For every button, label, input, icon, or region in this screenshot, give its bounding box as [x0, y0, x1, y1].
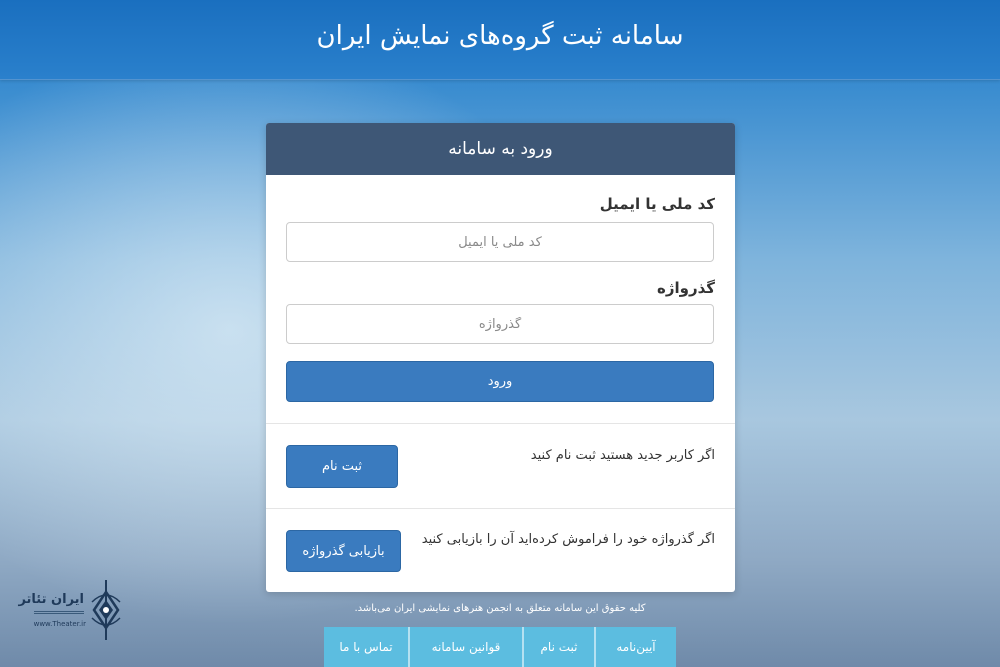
logo-name: ایران تئاتر [18, 592, 84, 607]
copyright-text: کلیه حقوق این سامانه متعلق به انجمن هنرهای نمایشی ایران می‌باشد. [354, 603, 646, 614]
logo-tagline-lines [34, 611, 84, 614]
site-header [0, 0, 1000, 80]
login-card [266, 123, 735, 592]
footer-link-rules[interactable]: قوانین سامانه [410, 627, 524, 667]
login-button[interactable]: ورود [286, 361, 714, 402]
divider [266, 423, 735, 424]
logo-url: www.Theater.ir [33, 620, 86, 628]
register-button[interactable]: ثبت نام [286, 445, 398, 488]
login-card-title: ورود به سامانه [448, 139, 553, 159]
password-recovery-text: اگر گذرواژه خود را فراموش کرده‌اید آن را بازیابی کنید [421, 532, 715, 547]
iran-theater-emblem-icon [88, 580, 124, 640]
iran-theater-logo [18, 580, 126, 640]
password-input[interactable] [286, 304, 714, 344]
password-recovery-button[interactable]: بازیابی گذرواژه [286, 530, 401, 572]
site-title: سامانه ثبت گروه‌های نمایش ایران [316, 20, 684, 51]
footer-nav [324, 627, 676, 667]
footer-link-register[interactable]: ثبت نام [524, 627, 596, 667]
username-input[interactable] [286, 222, 714, 262]
divider [266, 508, 735, 509]
footer-link-regulations[interactable]: آیین‌نامه [596, 627, 676, 667]
register-prompt-text: اگر کاربر جدید هستید ثبت نام کنید [530, 448, 715, 463]
username-label: کد ملی یا ایمیل [599, 195, 715, 213]
password-label: گذرواژه [657, 279, 715, 297]
footer-link-contact[interactable]: تماس با ما [324, 627, 410, 667]
login-card-header [266, 123, 735, 175]
